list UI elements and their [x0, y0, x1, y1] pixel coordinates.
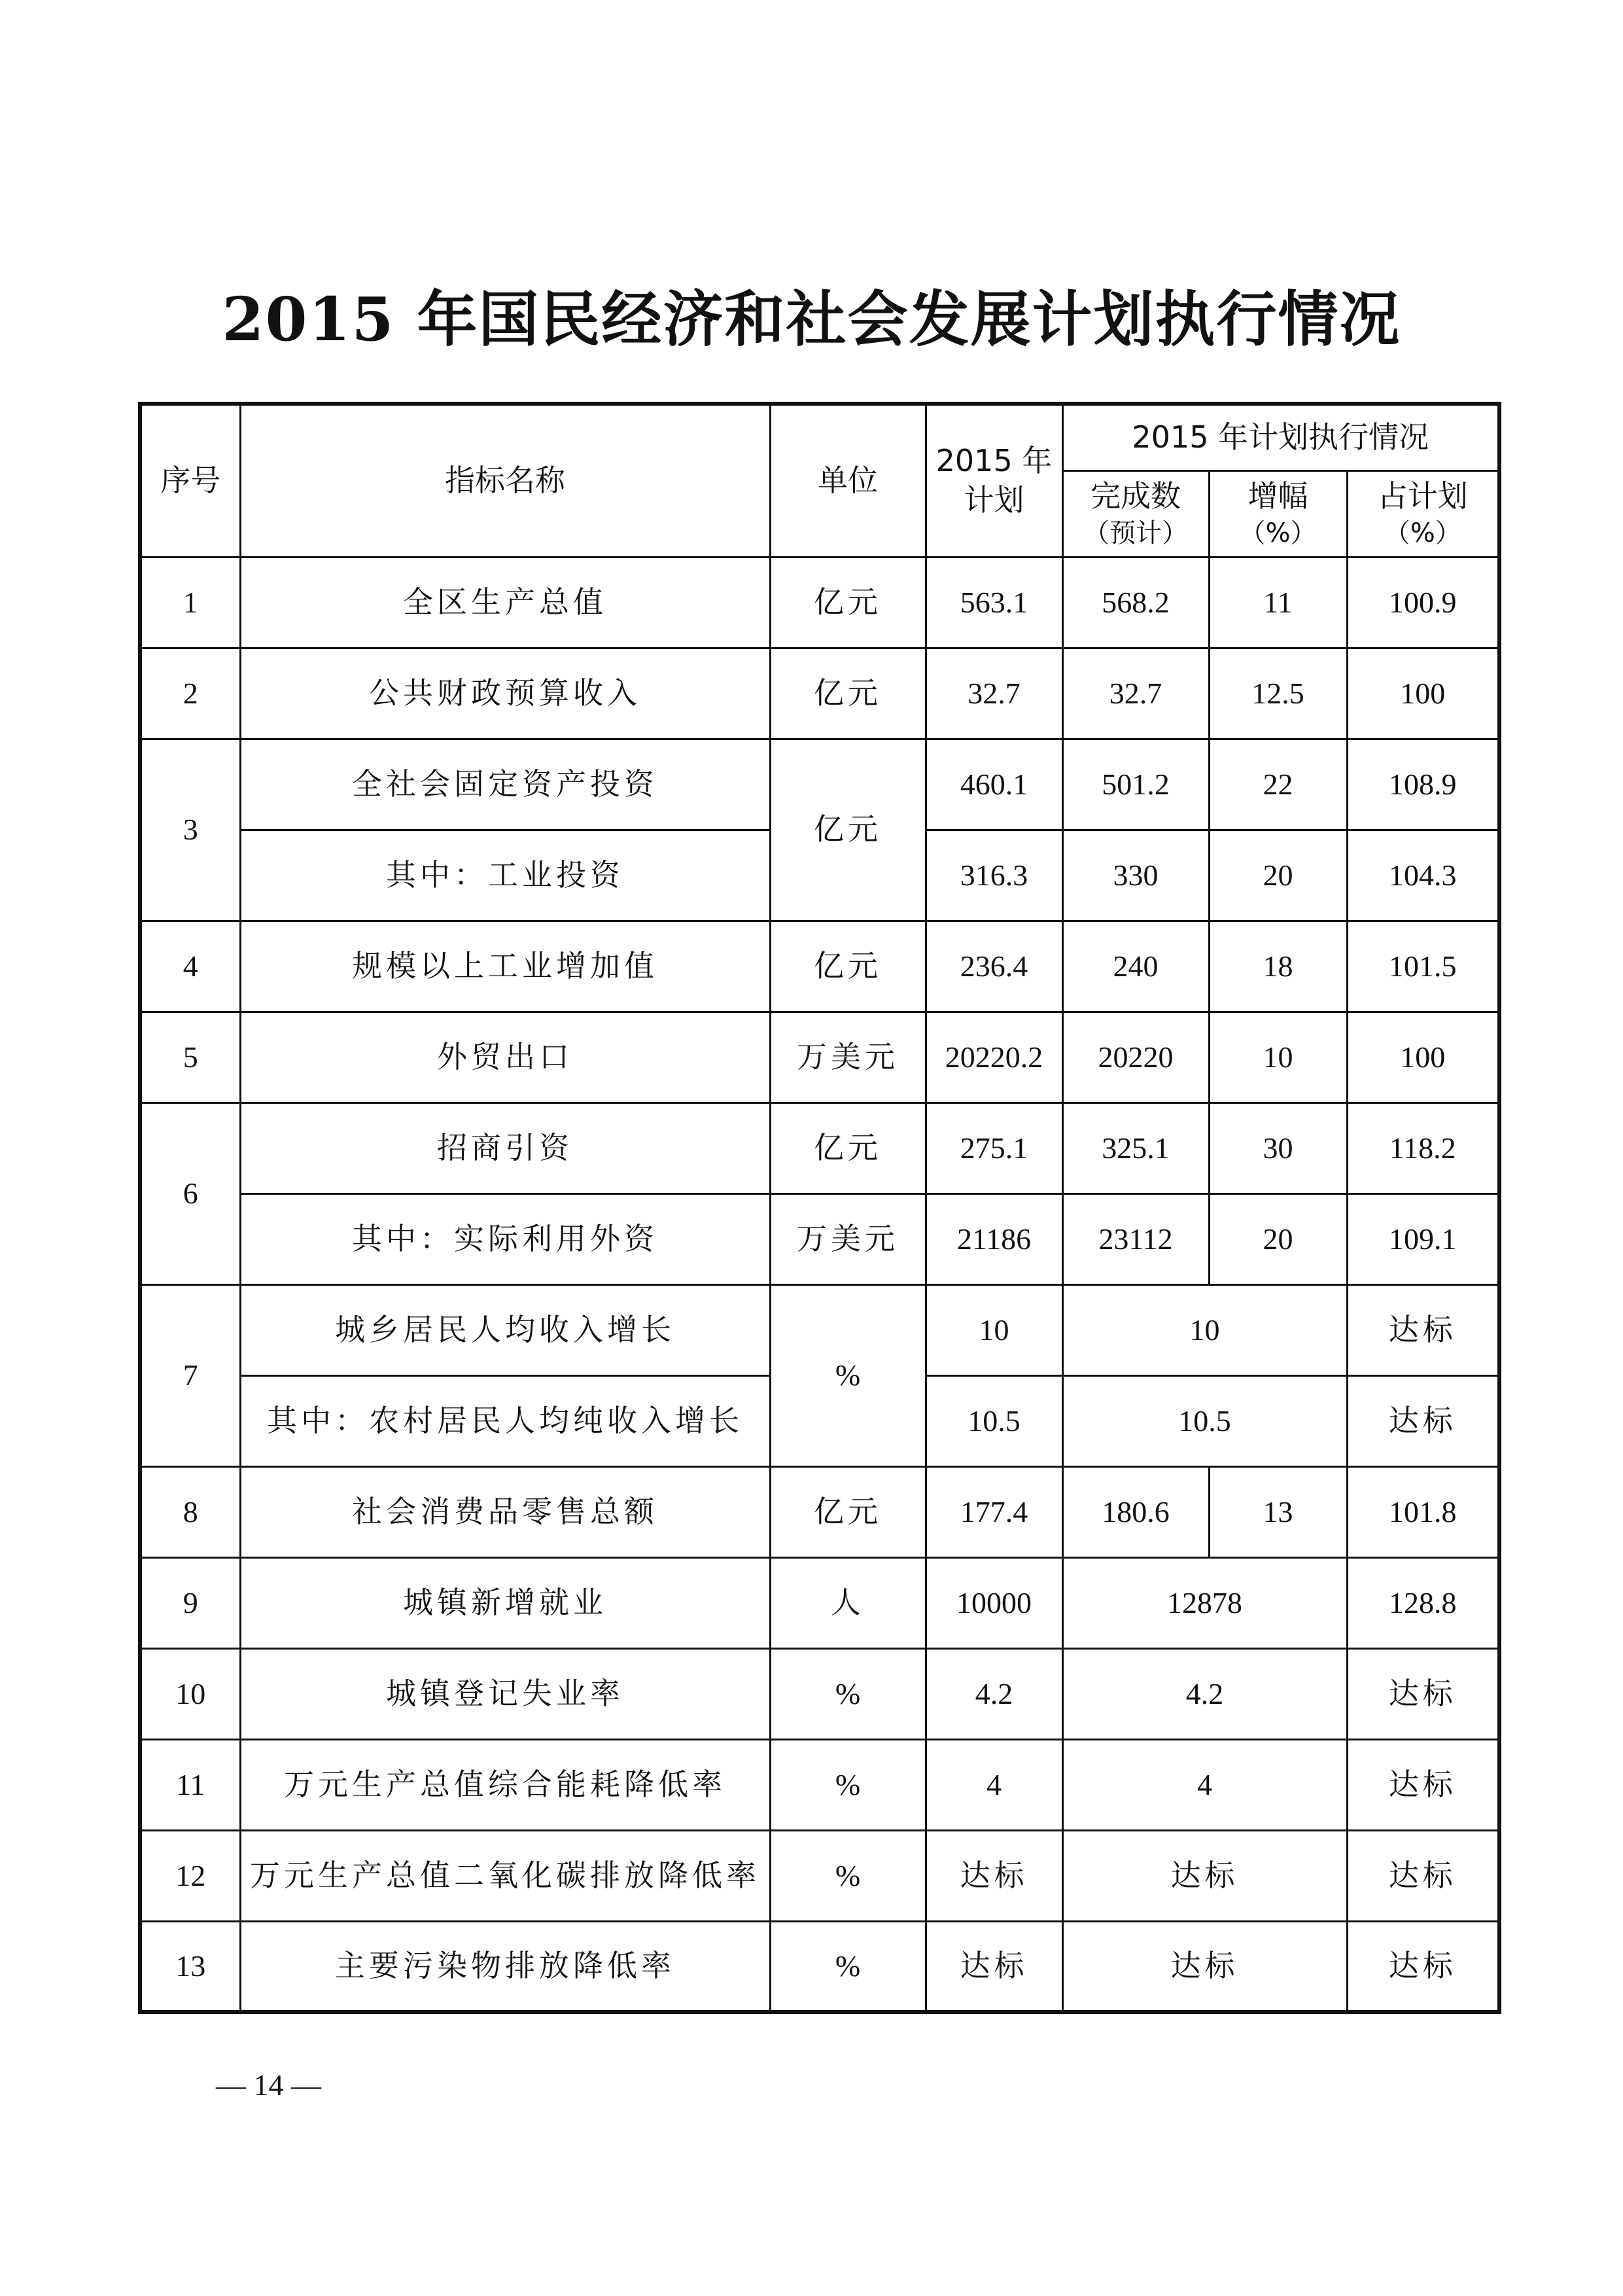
row-growth: 11 [1209, 557, 1347, 648]
row-plan: 10.5 [926, 1375, 1062, 1466]
table-row [140, 1557, 1499, 1648]
row-growth: 13 [1209, 1466, 1347, 1557]
row-done: 501.2 [1062, 739, 1209, 830]
row-done: 12878 [1062, 1557, 1347, 1648]
row-name: 其中：工业投资 [240, 830, 770, 921]
row-plan: 10 [926, 1284, 1062, 1375]
row-ratio: 达标 [1347, 1284, 1499, 1375]
row-seq: 7 [140, 1284, 240, 1466]
row-done: 23112 [1062, 1193, 1209, 1284]
header-growth [1209, 470, 1347, 557]
row-growth: 10 [1209, 1012, 1347, 1103]
row-unit: 亿元 [770, 1103, 926, 1193]
row-plan: 177.4 [926, 1466, 1062, 1557]
row-ratio: 100 [1347, 648, 1499, 739]
row-name: 规模以上工业增加值 [240, 921, 770, 1012]
row-seq: 11 [140, 1739, 240, 1830]
row-unit: % [770, 1921, 926, 2012]
row-ratio: 128.8 [1347, 1557, 1499, 1648]
row-plan: 达标 [926, 1921, 1062, 2012]
row-seq: 8 [140, 1466, 240, 1557]
table-row [140, 1739, 1499, 1830]
row-plan: 316.3 [926, 830, 1062, 921]
row-plan: 4 [926, 1739, 1062, 1830]
row-seq: 4 [140, 921, 240, 1012]
row-unit: 万美元 [770, 1193, 926, 1284]
row-unit: 亿元 [770, 648, 926, 739]
row-growth: 12.5 [1209, 648, 1347, 739]
row-seq: 13 [140, 1921, 240, 2012]
row-ratio: 达标 [1347, 1375, 1499, 1466]
row-name: 其中：农村居民人均纯收入增长 [240, 1375, 770, 1466]
header-name: 指标名称 [240, 404, 770, 557]
row-seq: 2 [140, 648, 240, 739]
row-plan: 32.7 [926, 648, 1062, 739]
row-ratio: 达标 [1347, 1830, 1499, 1921]
row-plan: 563.1 [926, 557, 1062, 648]
row-done: 568.2 [1062, 557, 1209, 648]
header-ratio [1347, 470, 1499, 557]
header-done [1062, 470, 1209, 557]
header-plan [926, 404, 1062, 557]
row-seq: 12 [140, 1830, 240, 1921]
row-name: 全区生产总值 [240, 557, 770, 648]
row-done: 4 [1062, 1739, 1347, 1830]
row-plan: 275.1 [926, 1103, 1062, 1193]
page-title: 2015 年国民经济和社会发展计划执行情况 [222, 284, 1401, 355]
row-name: 全社会固定资产投资 [240, 739, 770, 830]
table-row [140, 921, 1499, 1012]
header-growth-line1: 增幅 [1248, 478, 1308, 514]
row-name: 城镇登记失业率 [240, 1648, 770, 1739]
row-growth: 20 [1209, 1193, 1347, 1284]
table-row [140, 1648, 1499, 1739]
row-ratio: 100.9 [1347, 557, 1499, 648]
table-row [140, 1466, 1499, 1557]
row-unit: 亿元 [770, 1466, 926, 1557]
row-unit: % [770, 1284, 926, 1466]
row-unit: % [770, 1648, 926, 1739]
row-growth: 20 [1209, 830, 1347, 921]
row-name: 主要污染物排放降低率 [240, 1921, 770, 2012]
header-execution-group: 2015 年计划执行情况 [1062, 404, 1499, 470]
row-done: 325.1 [1062, 1103, 1209, 1193]
table-row [140, 739, 1499, 830]
row-seq: 3 [140, 739, 240, 921]
row-seq: 5 [140, 1012, 240, 1103]
row-plan: 4.2 [926, 1648, 1062, 1739]
row-plan: 达标 [926, 1830, 1062, 1921]
row-done: 32.7 [1062, 648, 1209, 739]
table-row [140, 1921, 1499, 2012]
header-growth-line2: （%） [1239, 518, 1317, 548]
row-growth: 22 [1209, 739, 1347, 830]
row-done: 180.6 [1062, 1466, 1209, 1557]
row-name: 万元生产总值综合能耗降低率 [240, 1739, 770, 1830]
row-done: 240 [1062, 921, 1209, 1012]
table-row [140, 1284, 1499, 1375]
row-unit: % [770, 1739, 926, 1830]
row-growth: 18 [1209, 921, 1347, 1012]
row-plan: 20220.2 [926, 1012, 1062, 1103]
row-growth: 30 [1209, 1103, 1347, 1193]
table-row [140, 557, 1499, 648]
row-name: 公共财政预算收入 [240, 648, 770, 739]
row-ratio: 达标 [1347, 1921, 1499, 2012]
row-done: 20220 [1062, 1012, 1209, 1103]
row-done: 4.2 [1062, 1648, 1347, 1739]
row-done: 达标 [1062, 1921, 1347, 2012]
row-done: 达标 [1062, 1830, 1347, 1921]
row-name: 社会消费品零售总额 [240, 1466, 770, 1557]
header-plan-line1: 2015 年 [935, 442, 1053, 478]
row-seq: 10 [140, 1648, 240, 1739]
row-ratio: 101.8 [1347, 1466, 1499, 1557]
row-unit: 亿元 [770, 557, 926, 648]
row-unit: % [770, 1830, 926, 1921]
row-unit: 亿元 [770, 921, 926, 1012]
header-done-line1: 完成数 [1091, 478, 1181, 514]
row-name: 城镇新增就业 [240, 1557, 770, 1648]
header-done-line2: （预计） [1083, 518, 1188, 548]
row-done: 10 [1062, 1284, 1347, 1375]
table-row [140, 648, 1499, 739]
row-plan: 21186 [926, 1193, 1062, 1284]
row-ratio: 109.1 [1347, 1193, 1499, 1284]
row-name: 外贸出口 [240, 1012, 770, 1103]
row-unit: 亿元 [770, 739, 926, 921]
header-seq: 序号 [140, 404, 240, 557]
row-unit: 万美元 [770, 1012, 926, 1103]
table-row [140, 1012, 1499, 1103]
row-unit: 人 [770, 1557, 926, 1648]
row-ratio: 104.3 [1347, 830, 1499, 921]
table-row [140, 1103, 1499, 1193]
row-done: 330 [1062, 830, 1209, 921]
table-row [140, 1193, 1499, 1284]
header-plan-line2: 计划 [964, 482, 1024, 518]
header-ratio-line1: 占计划 [1377, 478, 1468, 514]
row-seq: 9 [140, 1557, 240, 1648]
row-ratio: 达标 [1347, 1648, 1499, 1739]
row-plan: 10000 [926, 1557, 1062, 1648]
row-name: 其中：实际利用外资 [240, 1193, 770, 1284]
row-name: 万元生产总值二氧化碳排放降低率 [240, 1830, 770, 1921]
row-seq: 6 [140, 1103, 240, 1284]
row-seq: 1 [140, 557, 240, 648]
row-ratio: 101.5 [1347, 921, 1499, 1012]
row-plan: 236.4 [926, 921, 1062, 1012]
row-done: 10.5 [1062, 1375, 1347, 1466]
plan-execution-table [138, 402, 1501, 2014]
row-name: 招商引资 [240, 1103, 770, 1193]
table-row [140, 1830, 1499, 1921]
row-ratio: 100 [1347, 1012, 1499, 1103]
header-unit: 单位 [770, 404, 926, 557]
row-ratio: 108.9 [1347, 739, 1499, 830]
row-ratio: 118.2 [1347, 1103, 1499, 1193]
row-name: 城乡居民人均收入增长 [240, 1284, 770, 1375]
page-number: — 14 — [216, 2068, 321, 2102]
header-ratio-line2: （%） [1384, 518, 1461, 548]
row-ratio: 达标 [1347, 1739, 1499, 1830]
row-plan: 460.1 [926, 739, 1062, 830]
